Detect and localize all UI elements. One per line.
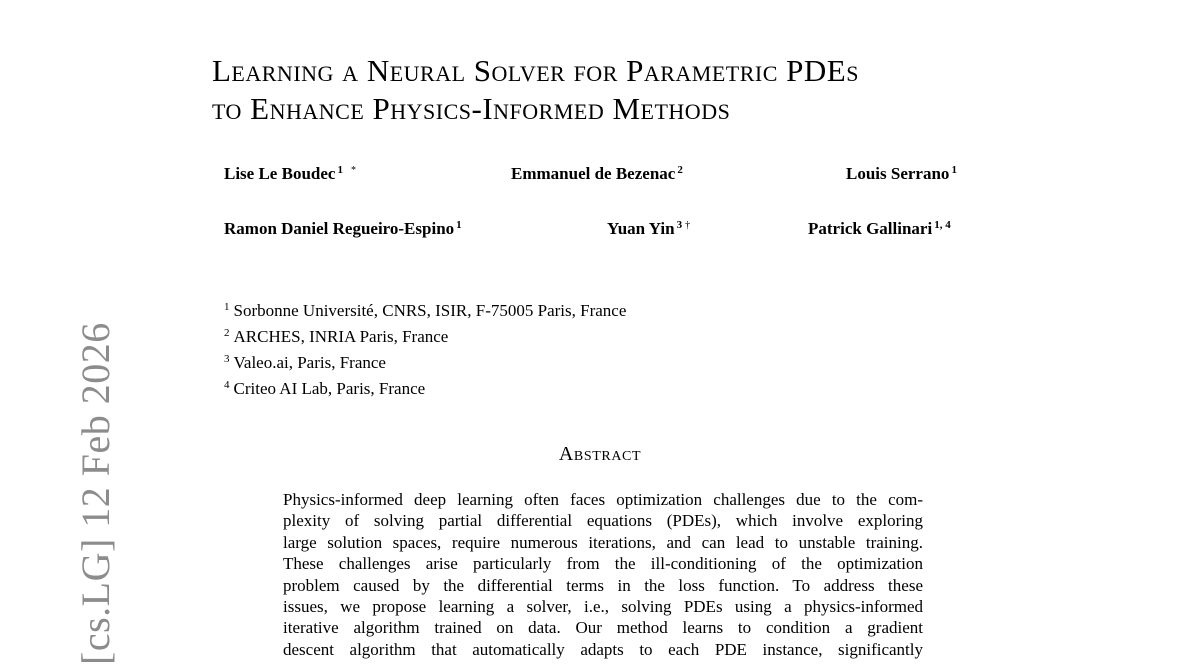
abstract-line: descent algorithm that automatically adapts to each PDE instance, significantly <box>283 639 923 659</box>
author-affil-sup: 1 <box>337 164 343 176</box>
affiliations-list <box>224 296 626 400</box>
affiliation-item <box>224 322 626 348</box>
affiliation-item <box>224 296 626 322</box>
author-affil-sup: 1 <box>951 164 957 176</box>
affiliation-number: 3 <box>224 353 230 365</box>
author-affil-sup: 1 <box>456 219 462 231</box>
affiliation-text: Valeo.ai, Paris, France <box>233 353 386 372</box>
arxiv-side-stamp <box>24 0 118 665</box>
affiliation-text: Sorbonne Université, CNRS, ISIR, F-75005 Paris, France <box>233 301 627 320</box>
author-yuan-yin <box>607 219 690 239</box>
author-patrick-gallinari <box>808 219 951 239</box>
abstract-line: iterative algorithm trained on data. Our method learns to condition a gradient <box>283 618 923 638</box>
author-affil-sup: 2 <box>677 164 683 176</box>
title-line-1: Learning a Neural Solver for Parametric PDEs <box>212 53 859 88</box>
abstract-line: problem caused by the differential terms in the loss function. To address these <box>283 575 923 595</box>
author-name: Emmanuel de Bezenac <box>511 164 676 183</box>
abstract-line: plexity of solving partial differential equations (PDEs), which involve exploring <box>283 511 923 531</box>
author-footnote-mark: † <box>685 220 691 231</box>
author-name: Patrick Gallinari <box>808 219 933 238</box>
author-affil-sup: 1, 4 <box>934 219 951 231</box>
affiliation-number: 2 <box>224 327 230 339</box>
author-lise-le-boudec <box>224 164 356 184</box>
title-line-2: to Enhance Physics-Informed Methods <box>212 91 731 126</box>
author-name: Lise Le Boudec <box>224 164 336 183</box>
abstract-line: large solution spaces, require numerous iterations, and can lead to unstable training. <box>283 532 923 552</box>
affiliation-text: Criteo AI Lab, Paris, France <box>233 379 426 398</box>
author-louis-serrano <box>846 164 957 184</box>
author-name: Louis Serrano <box>846 164 950 183</box>
abstract-line: issues, we propose learning a solver, i.e., solving PDEs using a physics-informed <box>283 597 923 617</box>
author-emmanuel-de-bezenac <box>511 164 683 184</box>
author-ramon-daniel-regueiro-espino <box>224 219 462 239</box>
affiliation-number: 1 <box>224 301 230 313</box>
affiliation-item <box>224 348 626 374</box>
affiliation-number: 4 <box>224 379 230 391</box>
abstract-line: These challenges arise particularly from the ill-conditioning of the optimization <box>283 554 923 574</box>
affiliation-text: ARCHES, INRIA Paris, France <box>233 327 449 346</box>
author-name: Yuan Yin <box>607 219 675 238</box>
arxiv-stamp-text: [cs.LG] 12 Feb 2026 <box>73 322 118 665</box>
abstract-line: Physics-informed deep learning often faces optimization challenges due to the com- <box>283 490 923 509</box>
author-affil-sup: 3 <box>676 219 683 231</box>
abstract-heading: Abstract <box>558 443 642 465</box>
affiliation-item <box>224 374 626 400</box>
author-footnote-mark: * <box>350 165 356 176</box>
paper-title <box>212 52 1052 128</box>
abstract-body <box>283 489 923 660</box>
author-name: Ramon Daniel Regueiro-Espino <box>224 219 455 238</box>
